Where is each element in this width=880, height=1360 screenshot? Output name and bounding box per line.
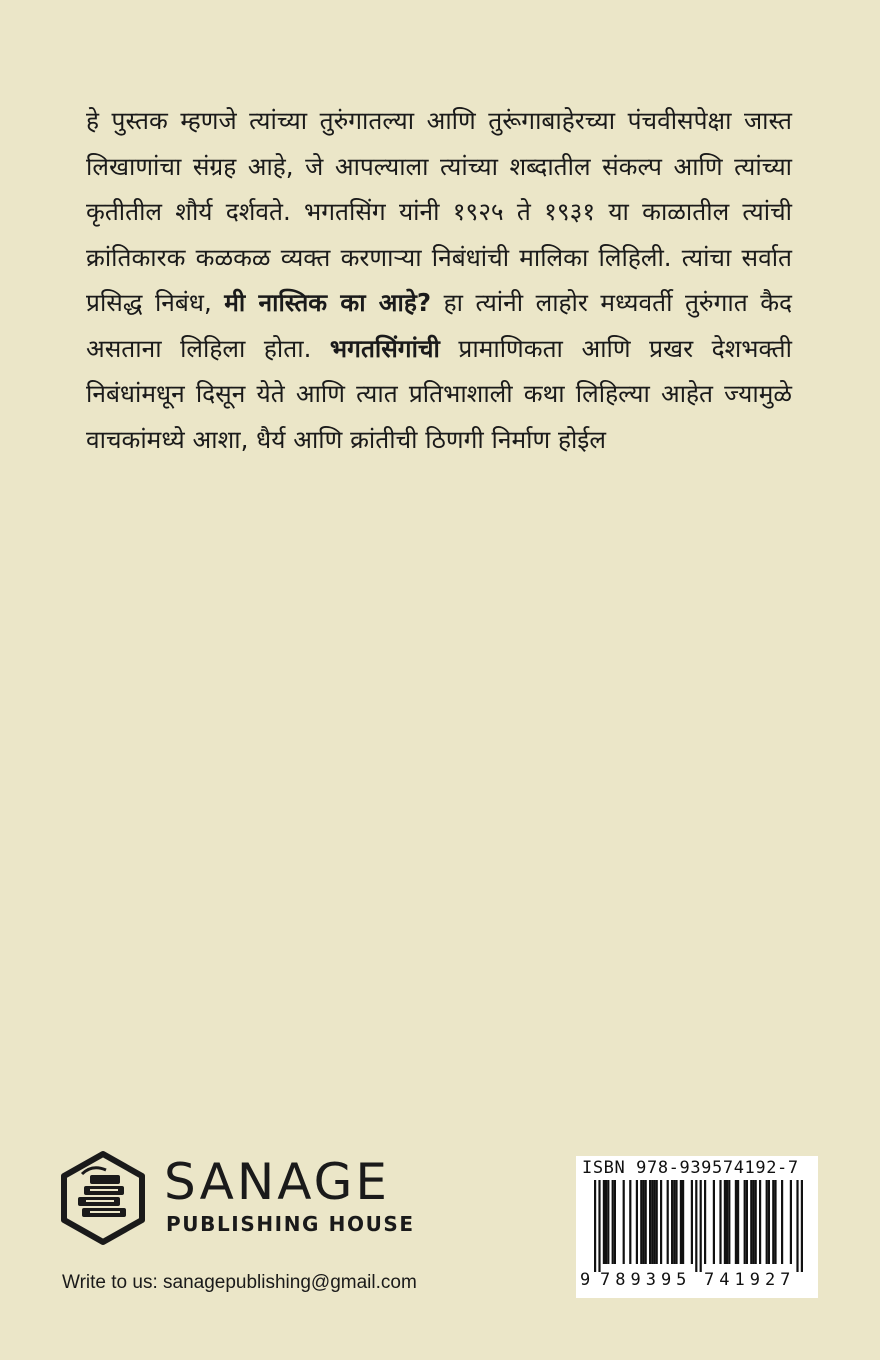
blurb-text-3: प्रामाणिकता आणि प्रखर देशभक्ती निबंधांमधून दिसून येते आणि त्यात प्रतिभाशाली कथा लिहिल्या आहेत ज्यामुळे वाचकांमध्ये आशा, धैर्य आणि क्रांतीची ठिणगी निर्माण होईल [86, 333, 792, 454]
barcode-bar [656, 1180, 658, 1264]
barcode-bar [682, 1180, 684, 1264]
blurb-bold-title: मी नास्तिक का आहे? [224, 288, 432, 317]
barcode-bar [781, 1180, 783, 1264]
barcode-bar [651, 1180, 653, 1264]
barcode-bar [695, 1180, 697, 1272]
barcode-bar [642, 1180, 644, 1264]
blurb-text-1: हे पुस्तक म्हणजे त्यांच्या तुरुंगातल्या आणि तुरूंगाबाहेरच्या पंचवीसपेक्षा जास्त लिखाणांचा संग्रह आहे, जे आपल्याला त्यांच्या शब्दातील संकल्प आणि त्यांच्या कृतीतील शौर्य दर्शवते. भगतसिंग यांनी १९२५ ते १९३१ या काळातील त्यांची क्रांतिकारक कळकळ व्यक्त करणाऱ्या निबंधांची मालिका लिहिली. त्यांचा सर्वात प्रसिद्ध निबंध, [86, 106, 792, 317]
barcode-bar [735, 1180, 737, 1264]
barcode-bar [755, 1180, 757, 1264]
barcode-bar [673, 1180, 675, 1264]
barcode-bar [713, 1180, 715, 1264]
barcode-bar [766, 1180, 768, 1264]
barcode-bar [660, 1180, 662, 1264]
blurb-bold-name: भगतसिंगांची [329, 333, 440, 363]
barcode-bar [645, 1180, 647, 1264]
barcode-bar [640, 1180, 642, 1264]
barcode-first-digit: 9 [580, 1270, 591, 1290]
barcode-bar [607, 1180, 609, 1264]
isbn-label: ISBN 978-939574192-7 [582, 1158, 799, 1178]
barcode-bars [582, 1180, 812, 1272]
books-hexagon-icon [58, 1150, 148, 1246]
publisher-subtitle: PUBLISHING HOUSE [166, 1212, 415, 1236]
isbn-barcode [576, 1156, 818, 1298]
contact-email: Write to us: sanagepublishing@gmail.com [62, 1272, 417, 1293]
barcode-bar [653, 1180, 655, 1264]
barcode-bar [719, 1180, 721, 1264]
blurb-text-2: हा त्यांनी लाहोर मध्यवर्ती तुरुंगात कैद असताना लिहिला होता. [86, 288, 793, 363]
barcode-bar [726, 1180, 728, 1264]
publisher-logo [58, 1150, 418, 1250]
barcode-right-group: 741927 [704, 1270, 796, 1290]
barcode-bar [724, 1180, 726, 1264]
barcode-bar [746, 1180, 748, 1264]
barcode-bar [636, 1180, 638, 1264]
barcode-bar [790, 1180, 792, 1264]
barcode-bar [704, 1180, 706, 1264]
barcode-bar [691, 1180, 693, 1264]
barcode-bar [700, 1180, 702, 1272]
barcode-bar [671, 1180, 673, 1264]
publisher-name: SANAGE [164, 1153, 390, 1211]
barcode-bar [801, 1180, 803, 1272]
barcode-bar [752, 1180, 754, 1264]
barcode-bar [774, 1180, 776, 1264]
back-cover-blurb [86, 98, 792, 462]
barcode-bar [750, 1180, 752, 1264]
barcode-bar [667, 1180, 669, 1264]
barcode-bar [629, 1180, 631, 1264]
barcode-bar [649, 1180, 651, 1264]
barcode-bar [675, 1180, 677, 1264]
barcode-bar [759, 1180, 761, 1264]
barcode-bar [772, 1180, 774, 1264]
barcode-bar [605, 1180, 607, 1264]
barcode-bar [612, 1180, 614, 1264]
barcode-bar [728, 1180, 730, 1264]
barcode-bar [744, 1180, 746, 1264]
barcode-bar [598, 1180, 600, 1272]
barcode-bar [594, 1180, 596, 1272]
barcode-bar [623, 1180, 625, 1264]
barcode-bar [680, 1180, 682, 1264]
barcode-bar [614, 1180, 616, 1264]
barcode-bar [796, 1180, 798, 1272]
barcode-left-group: 789395 [600, 1270, 692, 1290]
barcode-bar [768, 1180, 770, 1264]
barcode-bar [603, 1180, 605, 1264]
barcode-bar [737, 1180, 739, 1264]
